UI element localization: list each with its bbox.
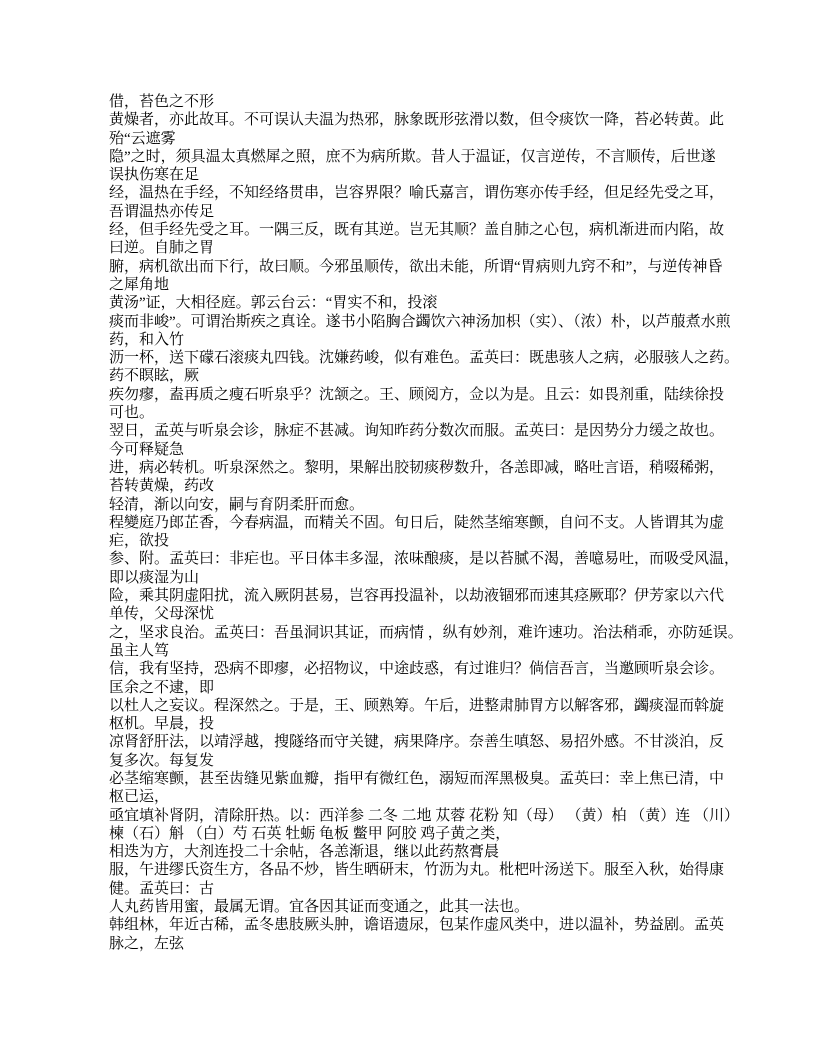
text-line: 以杜人之妄议。程深然之。于是，王、顾熟筹。午后，进整肃肺胃方以解客邪，蠲痰湿而斡旋	[109, 697, 725, 714]
text-line: 经，温热在手经，不知经络贯串，岂容界限？喻氏嘉言，谓伤寒亦传手经，但足经先受之耳，	[109, 185, 725, 202]
text-line: 即以痰湿为山	[109, 569, 200, 586]
text-line: 殆“云遮雾	[109, 130, 176, 147]
text-line: 参、附。孟英曰：非疟也。平日体丰多湿，浓味酿痰，是以苔腻不渴，善噫易吐，而吸受风温，	[109, 551, 740, 568]
text-line: 人丸药皆用蜜，最属无谓。宜各因其证而变通之，此其一法也。	[109, 899, 530, 916]
text-line: 黄汤”证，大相径庭。郭云台云：“胃实不和，投滚	[109, 295, 438, 312]
text-line: 腑，病机欲出而下行，故曰顺。今邪虽顺传，欲出未能，所谓“胃病则九窍不和”，与逆传神昏	[109, 258, 723, 275]
text-line: 虽主人笃	[109, 642, 170, 659]
text-line: 枢已运，	[109, 789, 170, 806]
text-line: 吾谓温热亦传足	[109, 203, 215, 220]
text-line: 隐”之时，须具温太真燃犀之照，庶不为病所欺。昔人于温证，仅言逆传，不言顺传，后世遂	[109, 148, 716, 165]
text-line: 今可释疑急	[109, 441, 185, 458]
text-line: 健。孟英曰：古	[109, 880, 215, 897]
text-line: 可也。	[109, 405, 155, 422]
text-line: 进，病必转机。听泉深然之。黎明，果解出胶韧痰秽数升，各恙即减，略吐言语，稍啜稀粥，	[109, 459, 725, 476]
text-line: 枢机。早晨，投	[109, 716, 215, 733]
text-line: 楝（石）斛 （白）芍 石英 牡蛎 龟板 鳖甲 阿胶 鸡子黄之类，	[109, 825, 511, 842]
text-line: 疟，欲投	[109, 533, 170, 550]
text-line: 复多次。每复发	[109, 752, 215, 769]
text-line: 亟宜填补肾阴，清除肝热。以：西洋参 二冬 二地 苁蓉 花粉 知（母） （黄）柏 （黄）连 （川）	[109, 807, 740, 824]
text-line: 沥一杯，送下礞石滚痰丸四钱。沈嫌药峻，似有难色。孟英曰：既患骇人之病，必服骇人之药。	[109, 350, 740, 367]
text-line: 脉之，左弦	[109, 935, 185, 952]
text-line: 程變庭乃郎芷香，今春病温，而精关不固。旬日后，陡然茎缩寒颤，自问不支。人皆谓其为虚	[109, 514, 725, 531]
text-line: 之犀角地	[109, 276, 170, 293]
text-line: 曰逆。自肺之胃	[109, 240, 215, 257]
text-line: 借，苔色之不形	[109, 94, 215, 110]
text-line: 信，我有坚持，恐病不即瘳，必招物议，中途歧惑，有过谁归？倘信吾言，当邀顾听泉会诊。	[109, 661, 725, 678]
text-line: 之，坚求良治。孟英曰：吾虽洞识其证，而病情 ，纵有妙剂，难许速功。治法稍乖，亦防延误。	[109, 624, 743, 641]
text-line: 药不瞑眩，厥	[109, 368, 200, 385]
text-line: 疾勿瘳，盍再质之瘦石听泉乎？沈颔之。王、顾阅方，佥以为是。且云：如畏剂重，陆续徐投	[109, 386, 725, 403]
document-text	[109, 93, 749, 953]
text-line: 误执伤寒在足	[109, 167, 200, 184]
text-line: 服，午进缪氏资生方，各品不炒，皆生晒研末，竹沥为丸。枇杷叶汤送下。服至入秋，始得康	[109, 862, 725, 879]
text-line: 险，乘其阴虚阳扰，流入厥阴甚易，岂容再投温补，以劫液锢邪而速其痉厥耶？伊芳家以六代	[109, 588, 725, 605]
text-line: 韩组林，年近古稀，孟冬患肢厥头肿，谵语遗尿，包某作虚风类中，进以温补，势益剧。孟英	[109, 917, 725, 934]
text-line: 凉肾舒肝法，以靖浮越，搜隧络而守关键，病果降序。奈善生嗔怒、易招外感。不甘淡泊，反	[109, 734, 725, 751]
text-line: 黄燥者，亦此故耳。不可误认夫温为热邪，脉象既形弦滑以数，但令痰饮一降，苔必转黄。此	[109, 112, 725, 129]
text-line: 药，和入竹	[109, 331, 185, 348]
text-line: 匡余之不逮，即	[109, 679, 215, 696]
text-line: 轻清，渐以向安，嗣与育阴柔肝而愈。	[109, 496, 365, 513]
text-line: 相迭为方，大剂连投二十余帖，各恙渐退，继以此药熬膏晨	[109, 844, 500, 861]
text-line: 必茎缩寒颤，甚至齿缝见紫血瓣，指甲有微红色，溺短而浑黑极臭。孟英曰：幸上焦已清，中	[109, 770, 725, 787]
text-line: 痰而非峻”。可谓治斯疾之真诠。遂书小陷胸合蠲饮六神汤加枳（实）、（浓）朴，以芦菔煮水煎	[109, 313, 731, 330]
text-line: 单传，父母深忧	[109, 606, 215, 623]
text-line: 翌日，孟英与听泉会诊，脉症不甚减。询知昨药分数次而服。孟英曰：是因势分力缓之故也。	[109, 423, 725, 440]
text-line: 经，但手经先受之耳。一隅三反，既有其逆。岂无其顺？盖自肺之心包，病机渐进而内陷，故	[109, 222, 725, 239]
text-line: 苔转黄燥，药改	[109, 478, 215, 495]
